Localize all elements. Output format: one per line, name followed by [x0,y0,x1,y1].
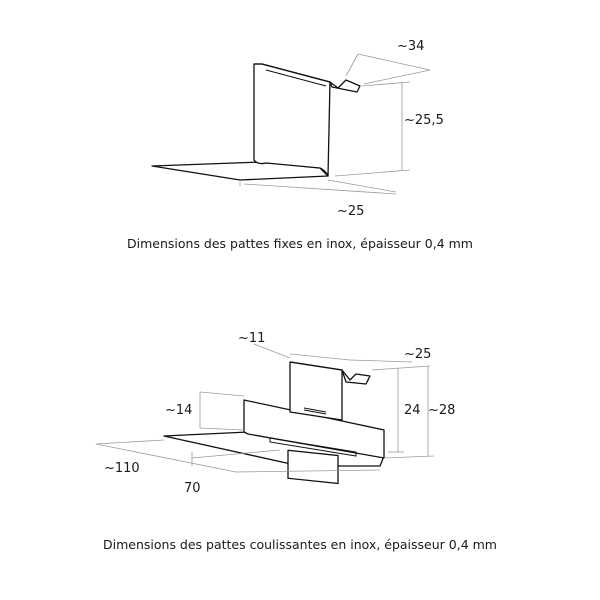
fixed-depth-label: ~25 [337,204,365,219]
fixed-width-label: ~34 [397,39,425,54]
sliding-slot-length-label: 70 [184,481,201,496]
sliding-total-height-label: ~28 [428,403,456,418]
sliding-wall-height-label: ~14 [165,403,193,418]
sliding-length-label: ~110 [104,461,140,476]
sliding-bracket-tab [290,362,342,420]
sliding-tab-width-label: ~11 [238,331,266,346]
sliding-tab-height-label: 24 [404,403,421,418]
fixed-bracket-wall [254,64,330,176]
sliding-caption: Dimensions des pattes coulissantes en inox, épaisseur 0,4 mm [103,537,497,552]
fixed-bracket-drawing [152,64,360,180]
sliding-slot [288,450,338,483]
sliding-tab-depth-label: ~25 [404,347,432,362]
fixed-caption: Dimensions des pattes fixes en inox, épaisseur 0,4 mm [127,236,473,251]
fixed-height-label: ~25,5 [404,113,444,128]
sliding-bracket-drawing [164,362,384,484]
